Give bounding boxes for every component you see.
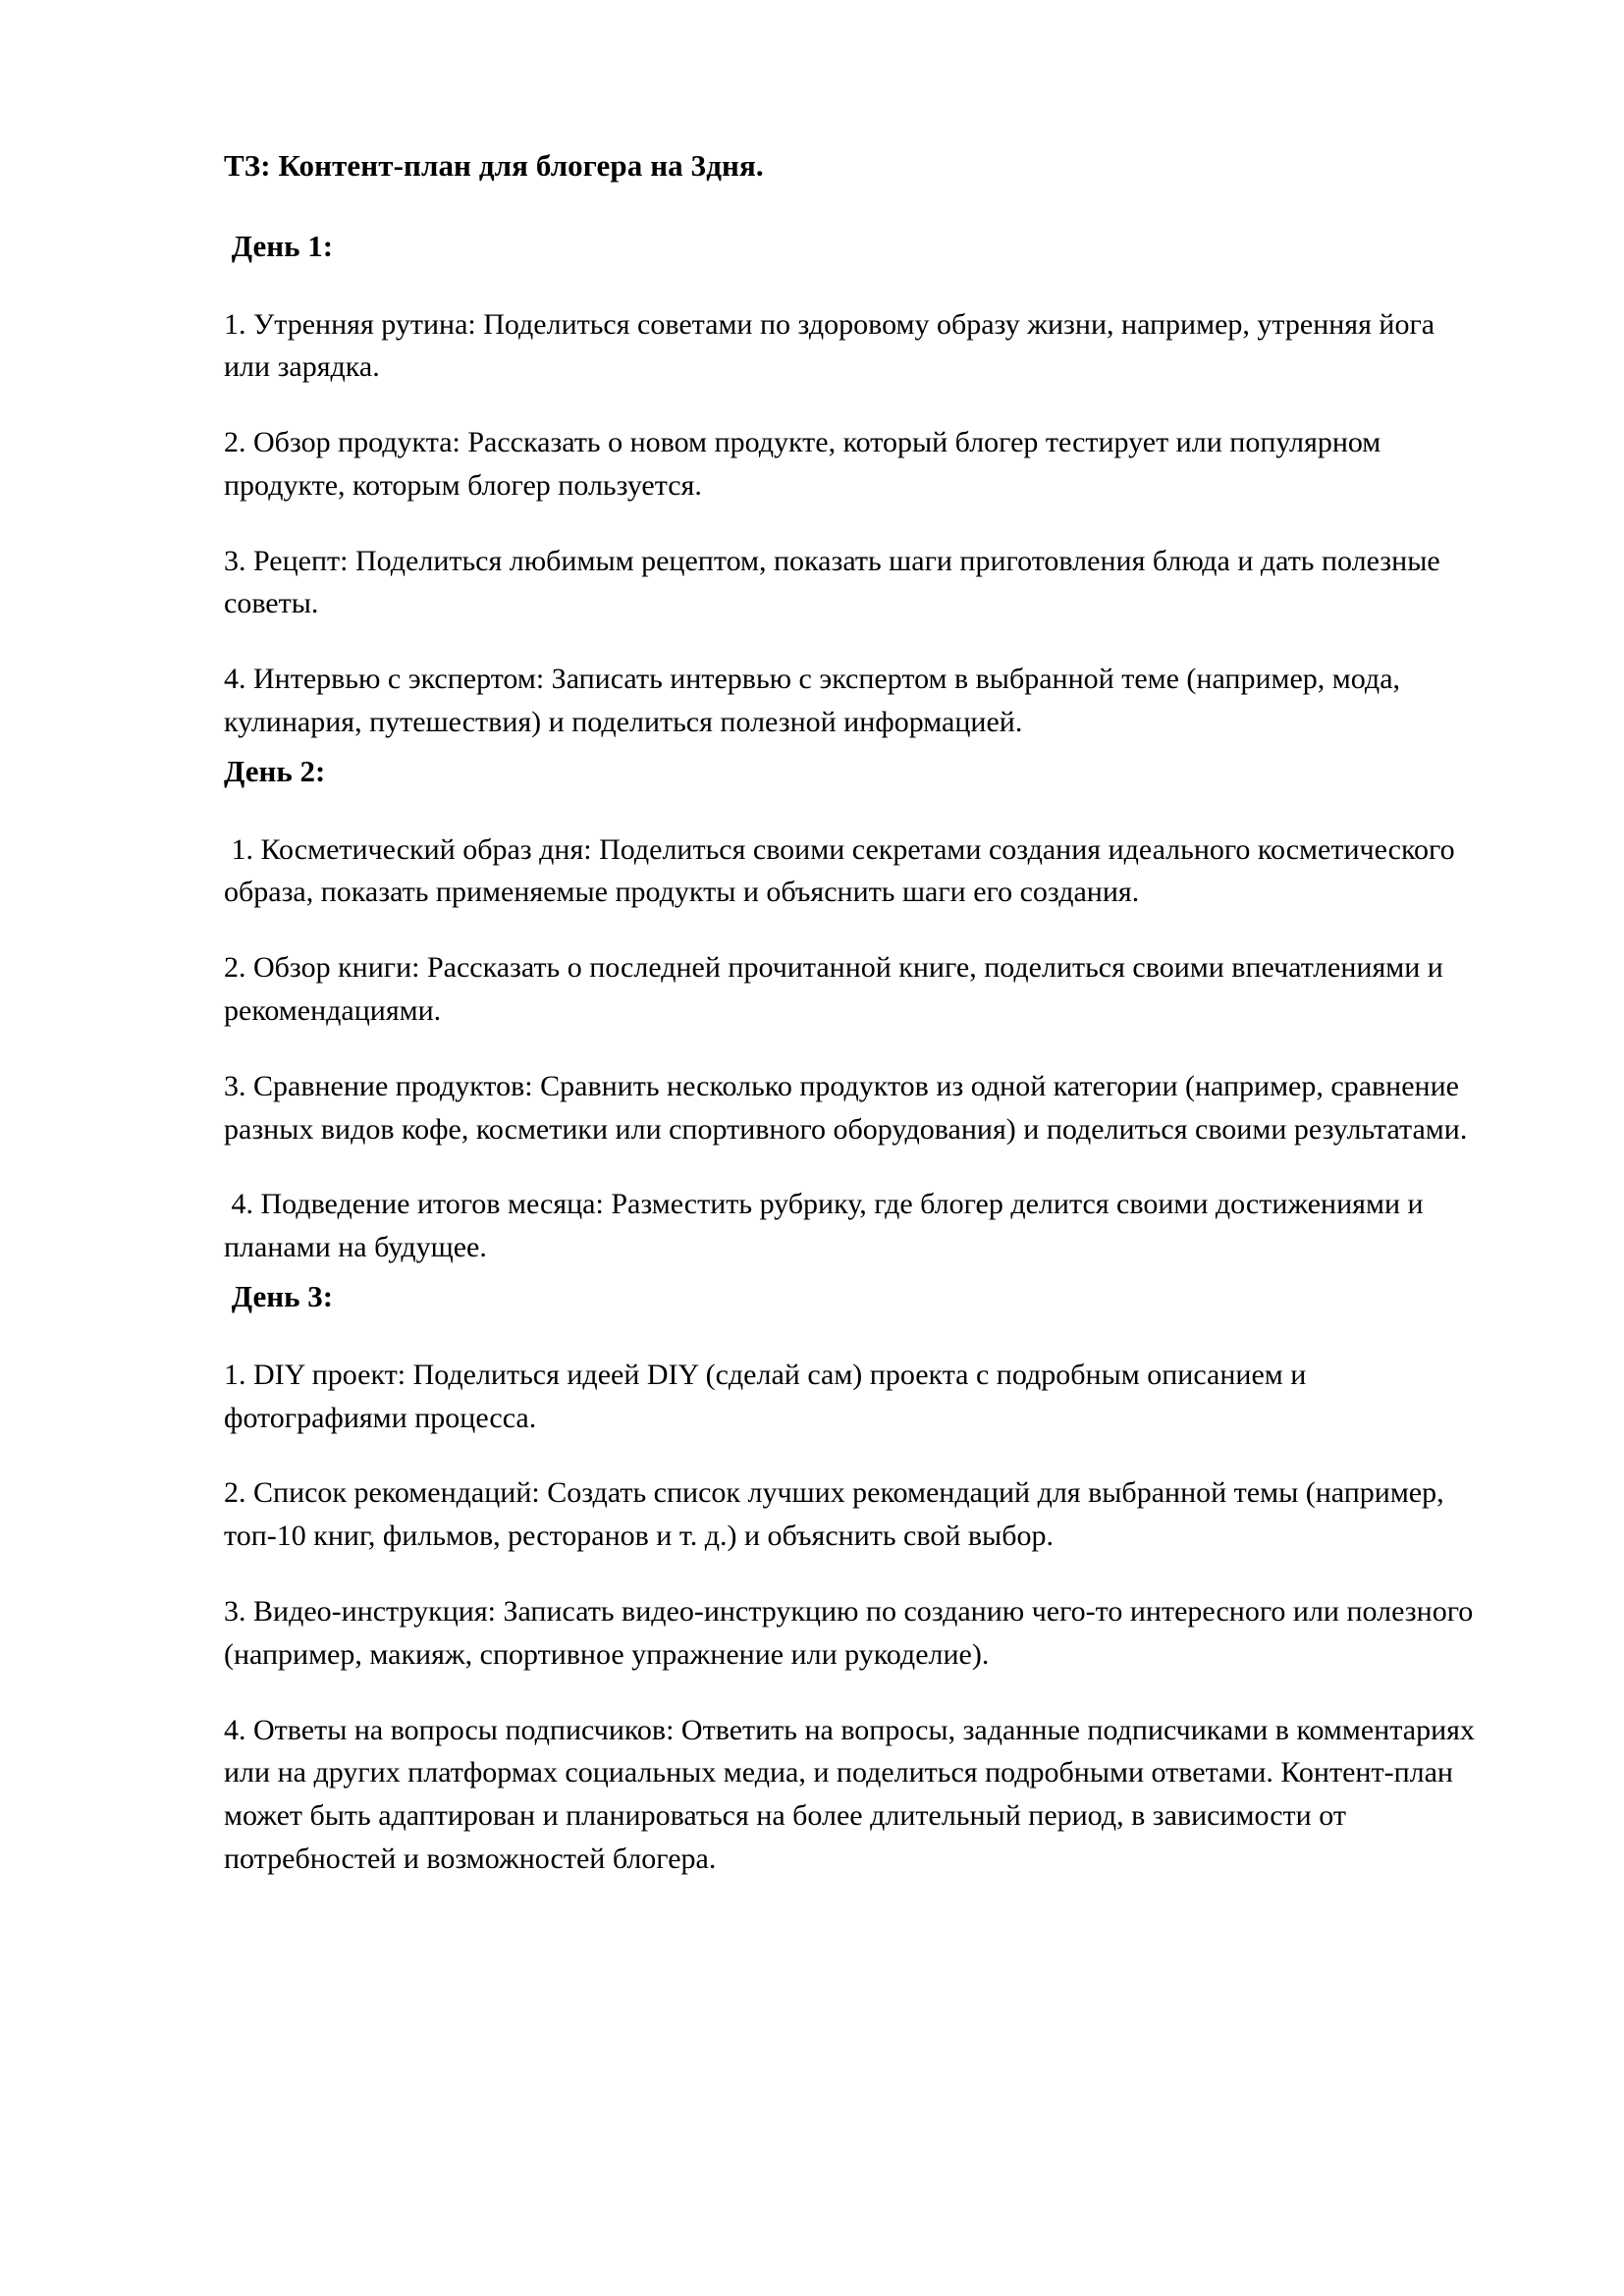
day-heading-3: День 3: [224,1279,334,1313]
day-1-item-2: 2. Обзор продукта: Рассказать о новом продукте, который блогер тестирует или популярном продукте, которым блогер пользуется. [224,426,1388,502]
day-heading-1: День 1: [224,228,334,263]
day-3-item-4: 4. Ответы на вопросы подписчиков: Ответить на вопросы, заданные подписчиками в комментариях или на других платформах социальных медиа, и поделиться подробными ответами. Контент-план может быть адаптирован и планироваться на более длительный период, в зависимости от потребностей и возможностей блогера. [224,1713,1483,1875]
day-3-item-2: 2. Список рекомендаций: Создать список лучших рекомендаций для выбранной темы (например, топ-10 книг, фильмов, ресторанов и т. д.) и объяснить свой выбор. [224,1476,1452,1553]
day-2-item-2: 2. Обзор книги: Рассказать о последней прочитанной книге, поделиться своими впечатлениями и рекомендациями. [224,951,1451,1028]
day-2-item-4: 4. Подведение итогов месяца: Разместить рубрику, где блогер делится своими достижениями и планами на будущее. [224,1188,1432,1264]
day-section-2 [224,753,1476,1269]
page-title: ТЗ: Контент-план для блогера на 3дня. [224,148,764,183]
day-section-3 [224,1278,1483,1881]
day-1-item-1: 1. Утренняя рутина: Поделиться советами по здоровому образу жизни, например, утренняя йога или зарядка. [224,307,1442,384]
day-3-item-1: 1. DIY проект: Поделиться идеей DIY (сделай сам) проекта с подробным описанием и фотографиями процесса. [224,1358,1314,1434]
day-3-item-3: 3. Видео-инструкция: Записать видео-инструкцию по созданию чего-то интересного или полезного (например, макияж, спортивное упражнение или рукоделие). [224,1594,1481,1671]
day-1-item-4: 4. Интервью с экспертом: Записать интервью с экспертом в выбранной теме (например, мода, кулинария, путешествия) и поделиться полезной информацией. [224,663,1408,739]
day-1-item-3: 3. Рецепт: Поделиться любимым рецептом, показать шаги приготовления блюда и дать полезные советы. [224,544,1448,620]
day-2-item-1: 1. Косметический образ дня: Поделиться своими секретами создания идеального косметического образа, показать применяемые продукты и объяснить шаги его создания. [224,832,1463,909]
day-2-item-3: 3. Сравнение продуктов: Сравнить несколько продуктов из одной категории (например, сравнение разных видов кофе, косметики или спортивного оборудования) и поделиться своими результатами. [224,1069,1468,1146]
day-heading-2: День 2: [224,753,326,788]
day-section-1 [224,228,1476,744]
document-body [224,147,1483,1881]
